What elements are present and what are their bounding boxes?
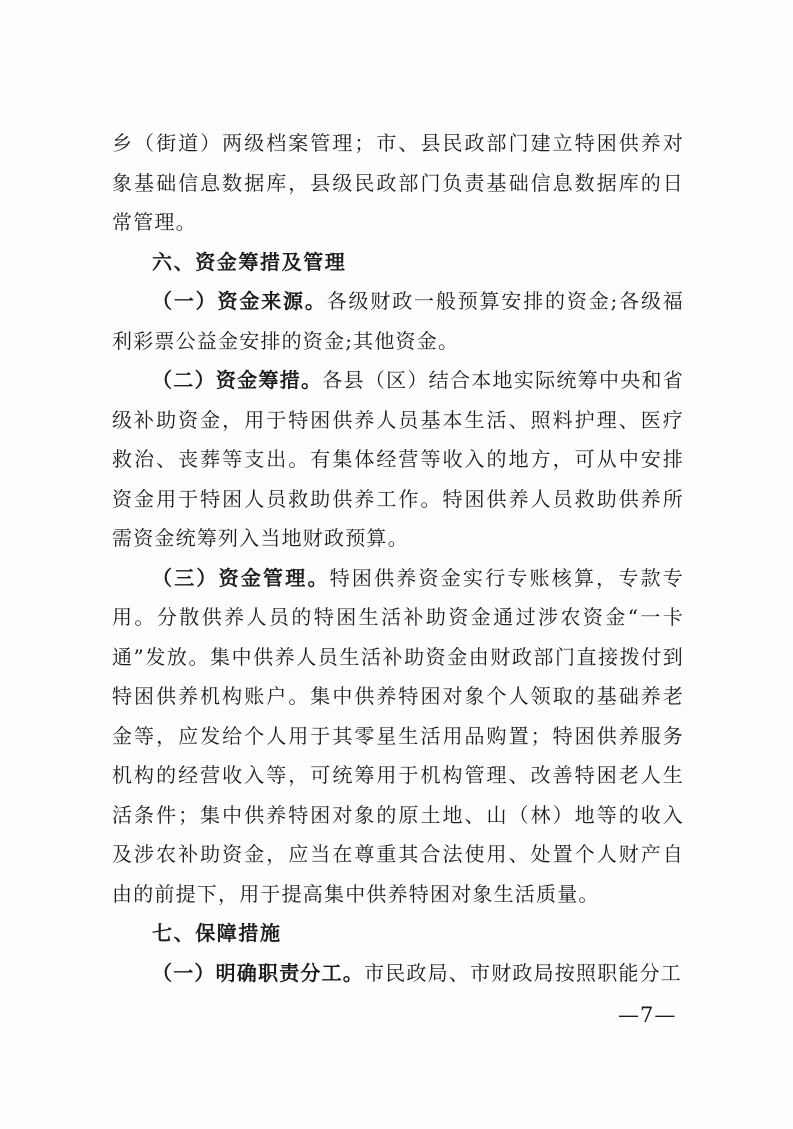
section-6-item-1-lead: （一）资金来源。 bbox=[152, 289, 327, 313]
section-6-item-3-lead: （三）资金管理。 bbox=[152, 565, 330, 590]
body-text bbox=[112, 124, 684, 993]
section-6-item-1-body: 各级财政一般预算安排的资金;各级福利彩票公益金安排的资金;其他资金。 bbox=[112, 289, 684, 353]
section-6-item-2 bbox=[112, 361, 684, 559]
continuation-paragraph: 乡（街道）两级档案管理；市、县民政部门建立特困供养对象基础信息数据库，县级民政部门负责基础信息数据库的日常管理。 bbox=[112, 131, 684, 234]
section-6-item-2-lead: （二）资金筹措。 bbox=[152, 368, 323, 392]
page-number: —7— bbox=[618, 1003, 677, 1027]
section-7-heading: 七、保障措施 bbox=[152, 921, 282, 945]
section-6-item-2-body: 各县（区）结合本地实际统筹中央和省级补助资金，用于特困供养人员基本生活、照料护理、医疗救治、丧葬等支出。有集体经营等收入的地方，可从中安排资金用于特困人员救助供养工作。特困供养人员救助供养所需资金统筹列入当地财政预算。 bbox=[112, 368, 684, 550]
section-6-item-3-body: 特困供养资金实行专账核算，专款专用。分散供养人员的特困生活补助资金通过涉农资金“一卡通”发放。集中供养人员生活补助资金由财政部门直接拨付到特困供养机构账户。集中供养特困对象个人领取的基础养老金等，应发给个人用于其零星生活用品购置；特困供养服务机构的经营收入等，可统筹用于机构管理、改善特困老人生活条件；集中供养特困对象的原土地、山（林）地等的收入及涉农补助资金，应当在尊重其合法使用、处置个人财产自由的前提下，用于提高集中供养特困对象生活质量。 bbox=[112, 565, 684, 906]
section-7-item-1-lead: （一）明确职责分工。 bbox=[152, 960, 364, 985]
section-6-item-3 bbox=[112, 559, 684, 915]
section-7-item-1-body: 市民政局、市财政局按照职能分工 bbox=[364, 960, 682, 985]
section-6-item-1 bbox=[112, 282, 684, 361]
section-6-heading: 六、资金筹措及管理 bbox=[152, 249, 347, 274]
section-7-item-1 bbox=[112, 954, 684, 994]
